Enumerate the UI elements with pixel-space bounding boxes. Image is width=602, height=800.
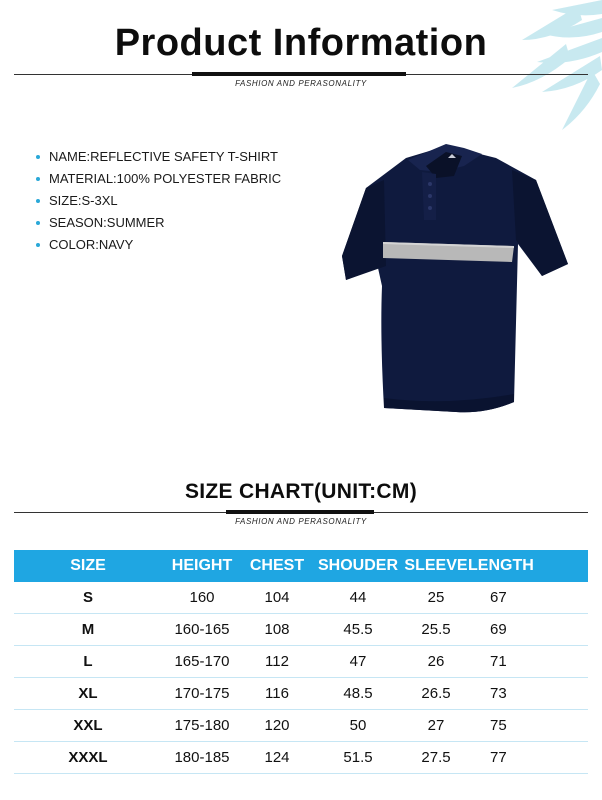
chest-cell: 124 — [242, 742, 312, 774]
bullet-icon — [36, 199, 40, 203]
table-row — [14, 614, 588, 646]
chest-cell: 116 — [242, 678, 312, 710]
height-cell: 165-170 — [162, 646, 242, 678]
size-cell: XL — [14, 678, 162, 710]
bullet-icon — [36, 155, 40, 159]
title-tagline: FASHION AND PERASONALITY — [235, 79, 367, 88]
chest-cell: 104 — [242, 582, 312, 614]
chest-cell: 108 — [242, 614, 312, 646]
size-cell: XXXL — [14, 742, 162, 774]
bullet-icon — [36, 221, 40, 225]
spec-item-size: SIZE:S-3XL — [36, 190, 281, 212]
height-cell: 175-180 — [162, 710, 242, 742]
bullet-icon — [36, 243, 40, 247]
table-row — [14, 582, 588, 614]
length-cell: 75 — [468, 710, 588, 742]
column-header-length: LENGTH — [468, 550, 588, 582]
chest-cell: 112 — [242, 646, 312, 678]
column-header-sleeve: SLEEVE — [404, 550, 468, 582]
size-chart-accent-bar — [226, 510, 374, 514]
column-header-shoulder: SHOUDER — [312, 550, 404, 582]
length-cell: 71 — [468, 646, 588, 678]
table-row — [14, 710, 588, 742]
shoulder-cell: 45.5 — [312, 614, 404, 646]
page-title: Product Information — [114, 22, 488, 64]
sleeve-cell: 27.5 — [404, 742, 468, 774]
sleeve-cell: 27 — [404, 710, 468, 742]
spec-item-name: NAME:REFLECTIVE SAFETY T-SHIRT — [36, 146, 281, 168]
spec-item-season: SEASON:SUMMER — [36, 212, 281, 234]
bullet-icon — [36, 177, 40, 181]
palm-leaf-decoration-icon — [482, 0, 602, 140]
shoulder-cell: 51.5 — [312, 742, 404, 774]
table-row — [14, 646, 588, 678]
shoulder-cell: 47 — [312, 646, 404, 678]
shoulder-cell: 48.5 — [312, 678, 404, 710]
sleeve-cell: 25 — [404, 582, 468, 614]
size-cell: XXL — [14, 710, 162, 742]
table-row — [14, 678, 588, 710]
size-cell: L — [14, 646, 162, 678]
sleeve-cell: 26.5 — [404, 678, 468, 710]
shoulder-cell: 44 — [312, 582, 404, 614]
height-cell: 170-175 — [162, 678, 242, 710]
title-accent-bar — [192, 72, 406, 76]
size-chart-table — [14, 550, 588, 774]
table-row — [14, 742, 588, 774]
length-cell: 69 — [468, 614, 588, 646]
column-header-height: HEIGHT — [162, 550, 242, 582]
length-cell: 73 — [468, 678, 588, 710]
height-cell: 160-165 — [162, 614, 242, 646]
table-header-row — [14, 550, 588, 582]
height-cell: 160 — [162, 582, 242, 614]
sleeve-cell: 26 — [404, 646, 468, 678]
size-cell: M — [14, 614, 162, 646]
size-chart-title: SIZE CHART(UNIT:CM) — [184, 480, 417, 503]
size-chart-tagline: FASHION AND PERASONALITY — [235, 517, 367, 526]
column-header-chest: CHEST — [242, 550, 312, 582]
chest-cell: 120 — [242, 710, 312, 742]
column-header-size: SIZE — [14, 550, 162, 582]
spec-list — [36, 146, 281, 256]
spec-item-color: COLOR:NAVY — [36, 234, 281, 256]
height-cell: 180-185 — [162, 742, 242, 774]
length-cell: 77 — [468, 742, 588, 774]
sleeve-cell: 25.5 — [404, 614, 468, 646]
length-cell: 67 — [468, 582, 588, 614]
size-cell: S — [14, 582, 162, 614]
spec-item-material: MATERIAL:100% POLYESTER FABRIC — [36, 168, 281, 190]
shoulder-cell: 50 — [312, 710, 404, 742]
polo-shirt-icon — [336, 136, 572, 420]
